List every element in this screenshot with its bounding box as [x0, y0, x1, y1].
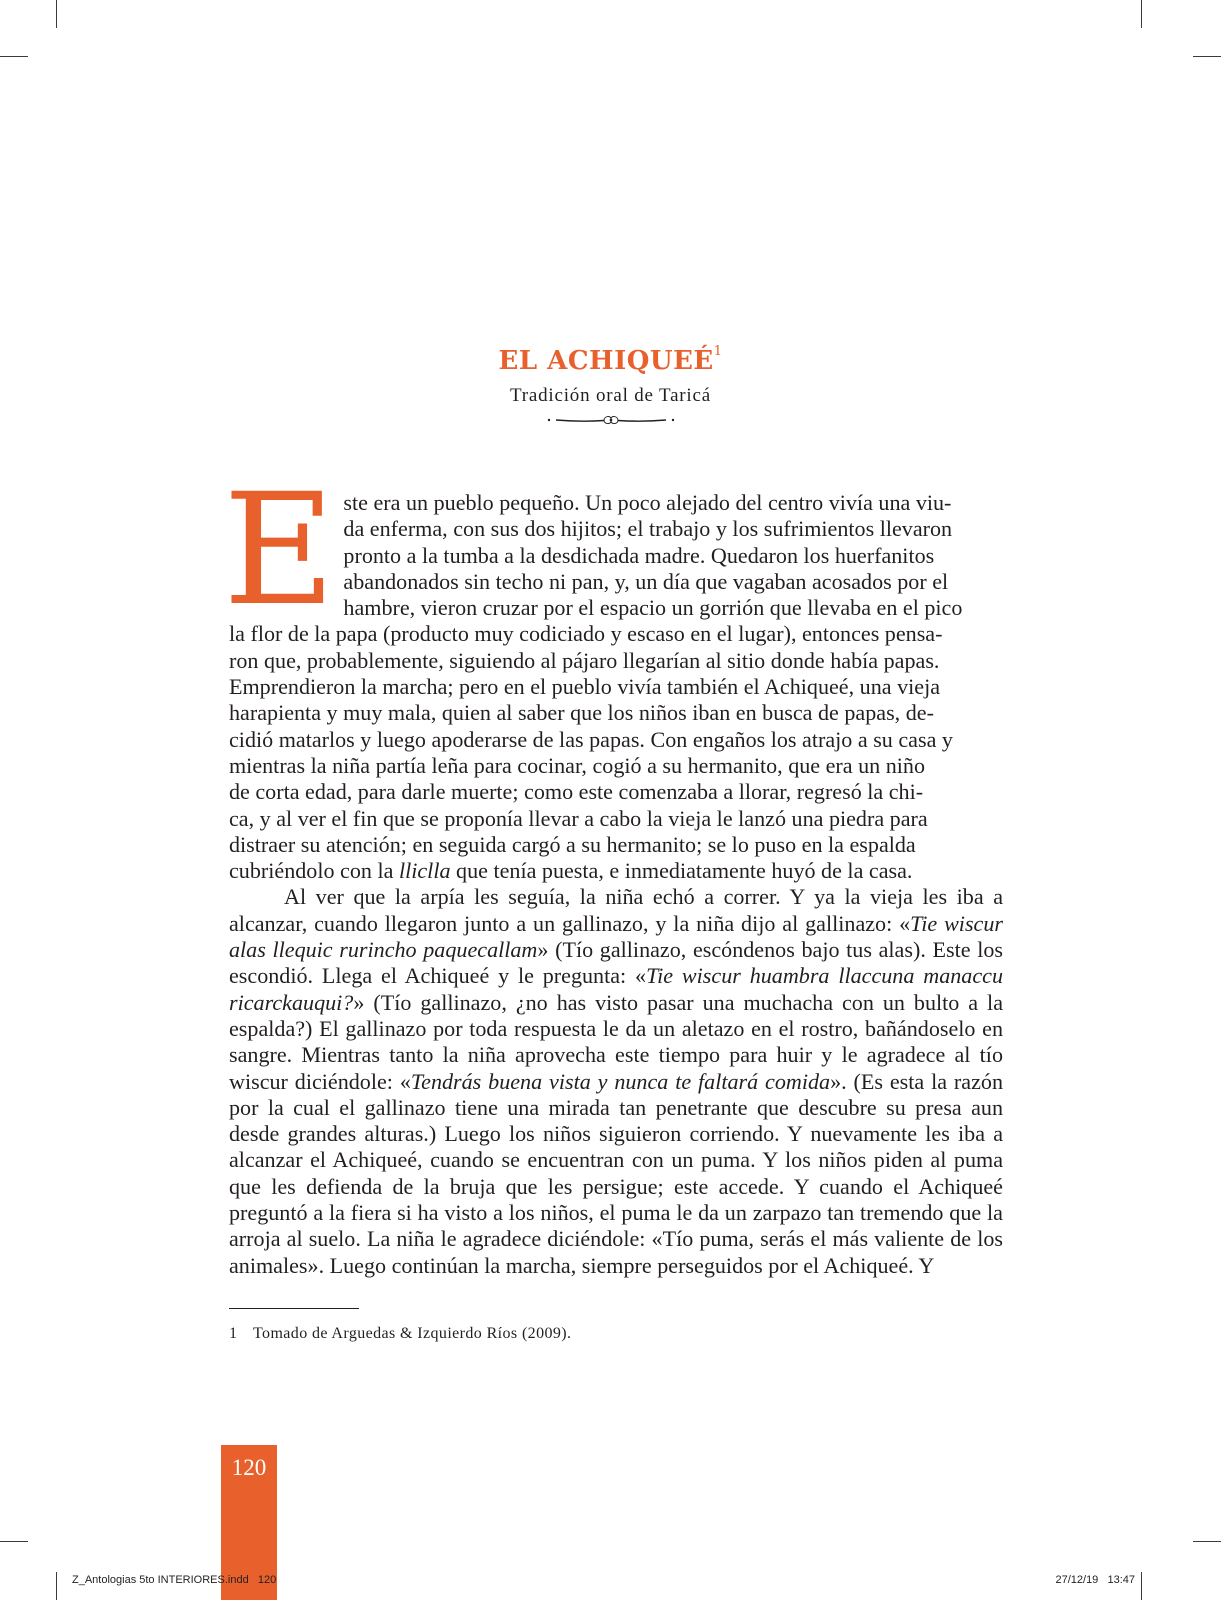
text-line: ron que, probablemente, siguiendo al pájaro llegarían al sitio donde había papas. — [229, 647, 940, 673]
slug-timestamp: 27/12/19 13:47 — [1055, 1574, 1135, 1586]
title-text: EL ACHIQUEÉ — [498, 346, 714, 376]
title-block — [0, 346, 1221, 427]
italic-quote: Tendrás buena vista y nunca te faltará comida — [410, 1068, 831, 1094]
crop-mark — [0, 1541, 28, 1542]
drop-cap: E — [223, 461, 336, 640]
slug-file-info: Z_Antologias 5to INTERIORES.indd 120 — [72, 1574, 277, 1586]
crop-mark — [1141, 1572, 1142, 1600]
text-line: da enferma, con sus dos hijitos; el trabajo y los sufrimientos llevaron — [343, 516, 953, 542]
crop-mark — [0, 56, 28, 57]
text-line: abandonados sin techo ni pan, y, un día que vagaban acosados por el — [343, 568, 949, 594]
crop-mark — [56, 1572, 57, 1600]
subtitle: Tradición oral de Taricá — [510, 385, 711, 406]
footnote-rule — [229, 1308, 359, 1309]
text-run: Al ver que la arpía les seguía, la niña echó a correr. Y ya la vieja les iba a alcanzar, cuando llegaron junto a un gallinazo, y la niña dijo al gallinazo: « — [229, 884, 1003, 936]
crop-mark — [1193, 56, 1221, 57]
story-text — [223, 461, 1003, 1279]
text-line: distraer su atención; en seguida cargó a su hermanito; se lo puso en la espalda — [229, 831, 916, 857]
footnote — [229, 1325, 571, 1343]
italic-term: lliclla — [398, 858, 451, 884]
text-run: cubriéndolo con la — [229, 858, 399, 884]
text-run: » (Tío gallinazo, escóndenos bajo tus alas). Este los escondió. Llega el Achiqueé y le pregunta: « — [229, 937, 1003, 989]
text-line: Emprendieron la marcha; pero en el pueblo vivía también el Achiqueé, una vieja — [229, 674, 941, 700]
ornament-divider-icon — [546, 413, 676, 427]
text-run: » (Tío gallinazo, ¿no has visto pasar una muchacha con un bulto a la espalda?) El gallinazo por toda respuesta le da un aletazo en el rostro, bañándoselo en sangre. Mientras tanto la niña aprovecha este tiempo para huir y le agradece al tío wiscur diciéndole: « — [229, 989, 1003, 1094]
text-line: pronto a la tumba a la desdichada madre. Quedaron los huerfanitos — [343, 542, 935, 568]
text-line: mientras la niña partía leña para cocinar, cogió a su hermanito, que era un niño — [229, 752, 926, 778]
crop-mark — [1141, 0, 1142, 28]
text-line: harapienta y muy mala, quien al saber que los niños iban en busca de papas, de- — [229, 700, 934, 726]
crop-mark — [56, 0, 57, 28]
text-line: la flor de la papa (producto muy codiciado y escaso en el lugar), entonces pensa- — [229, 621, 943, 647]
text-run: ». (Es esta la razón por la cual el gallinazo tiene una mirada tan penetrante que descubre su presa aun desde grandes alturas.) Luego los niños siguieron corriendo. Y nuevamente les iba a alcanzar el Achiqueé, cuando se encuentran con un puma. Y los niños piden al puma que les defienda de la bruja que les persigue; este accede. Y cuando el Achiqueé preguntó a la fiera si ha visto a los niños, el puma le da un zarpazo tan tremendo que la arroja al suelo. La niña le agradece diciéndole: «Tío puma, serás el más valiente de los animales». Luego continúan la marcha, siempre perseguidos por el Achiqueé. Y — [229, 1068, 1003, 1278]
footnote-number: 1 — [229, 1325, 238, 1342]
text-line: ste era un pueblo pequeño. Un poco alejado del centro vivía una viu- — [343, 490, 952, 515]
footnote-text: Tomado de Arguedas & Izquierdo Ríos (2009). — [253, 1325, 572, 1342]
quechua-phrase: Tie wiscur huambra llaccuna manaccu ricarckauqui? — [229, 963, 1003, 1015]
paragraph-1 — [223, 461, 1003, 884]
text-line: cidió matarlos y luego apoderarse de las papas. Con engaños los atrajo a su casa y — [229, 726, 953, 752]
text-line: hambre, vieron cruzar por el espacio un gorrión que llevaba en el pico — [343, 595, 963, 621]
crop-mark — [1193, 1541, 1221, 1542]
quechua-phrase: Tie wiscur alas llequic rurincho paquecallam — [229, 910, 1003, 963]
text-line-last — [229, 858, 1003, 884]
page-number: 120 — [231, 1455, 267, 1480]
text-line: ca, y al ver el fin que se proponía llevar a cabo la vieja le lanzó una piedra para — [229, 805, 928, 831]
text-line: de corta edad, para darle muerte; como este comenzaba a llorar, regresó la chi- — [229, 779, 924, 805]
page-title — [0, 346, 1221, 376]
text-run: que tenía puesta, e inmediatamente huyó de la casa. — [450, 858, 913, 884]
title-footnote-marker: 1 — [713, 344, 723, 359]
paragraph-2 — [229, 884, 1003, 1278]
